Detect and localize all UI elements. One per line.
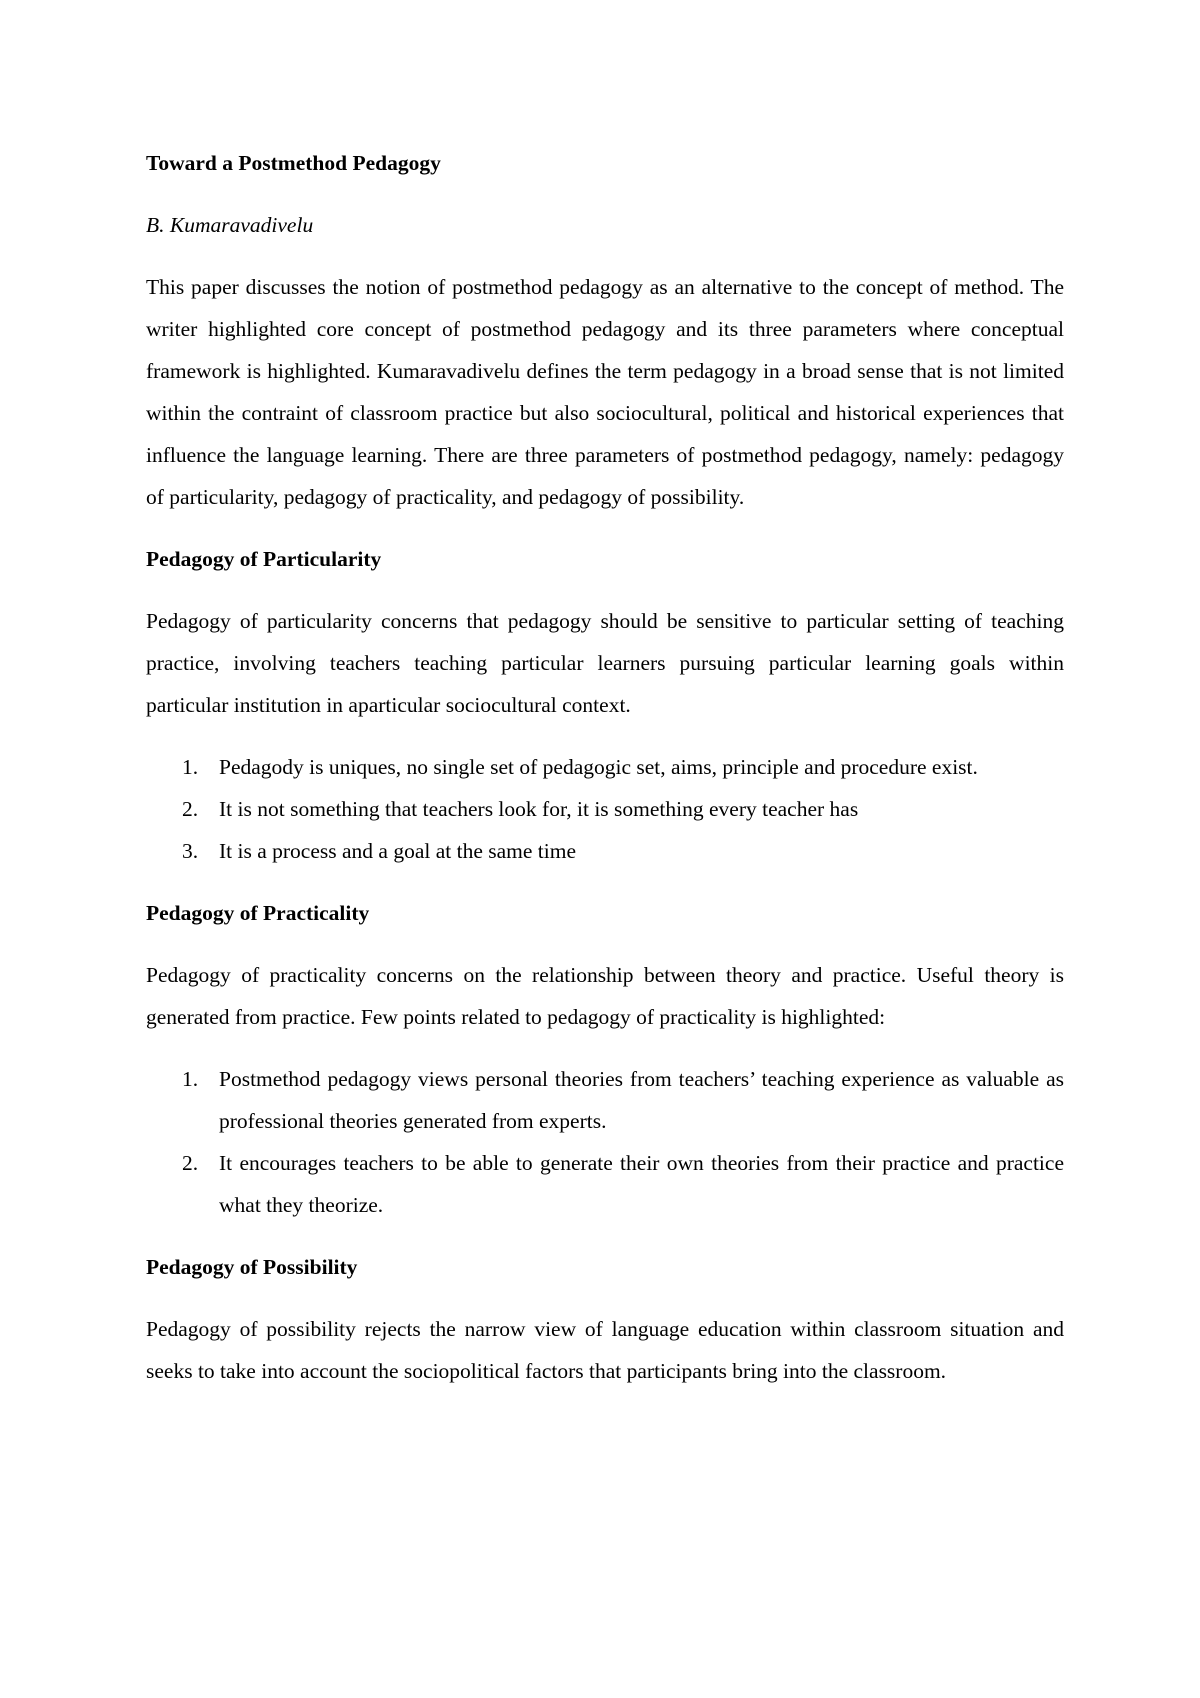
- document-title: Toward a Postmethod Pedagogy: [146, 151, 441, 175]
- section-body-possibility: Pedagogy of possibility rejects the narrow view of language education within classroom situation and seeks to take into account the sociopolitical factors that participants bring into the classroom.: [146, 1317, 1064, 1383]
- list-item-number: 2.: [182, 1151, 199, 1175]
- document-page: [146, 142, 1064, 1412]
- section-body-practicality: Pedagogy of practicality concerns on the relationship between theory and practice. Useful theory is generated from practice. Few points related to pedagogy of practicality is highlighted:: [146, 963, 1064, 1029]
- section-heading-possibility: Pedagogy of Possibility: [146, 1255, 358, 1279]
- intro-paragraph: This paper discusses the notion of postmethod pedagogy as an alternative to the concept of method. The writer highlighted core concept of postmethod pedagogy and its three parameters where conceptual framework is highlighted. Kumaravadivelu defines the term pedagogy in a broad sense that is not limited within the contraint of classroom practice but also sociocultural, political and historical experiences that influence the language learning. There are three parameters of postmethod pedagogy, namely: pedagogy of particularity, pedagogy of practicality, and pedagogy of possibility.: [146, 275, 1064, 509]
- list-item-number: 3.: [182, 839, 199, 863]
- document-author: B. Kumaravadivelu: [146, 213, 314, 237]
- list-item: [146, 788, 1064, 830]
- section-heading-practicality: Pedagogy of Practicality: [146, 901, 370, 925]
- list-item: [146, 830, 1064, 872]
- section-heading-particularity: Pedagogy of Particularity: [146, 547, 382, 571]
- list-item: [146, 1142, 1064, 1226]
- list-item-text: Pedagody is uniques, no single set of pedagogic set, aims, principle and procedure exist.: [219, 755, 978, 779]
- list-item: [146, 746, 1064, 788]
- list-item: [146, 1058, 1064, 1142]
- practicality-list: [146, 1058, 1064, 1226]
- list-item-text: It is a process and a goal at the same time: [219, 839, 577, 863]
- list-item-number: 1.: [182, 755, 199, 779]
- section-body-particularity: Pedagogy of particularity concerns that pedagogy should be sensitive to particular setting of teaching practice, involving teachers teaching particular learners pursuing particular learning goals within particular institution in aparticular sociocultural context.: [146, 609, 1064, 717]
- list-item-text: It is not something that teachers look for, it is something every teacher has: [219, 797, 859, 821]
- list-item-number: 2.: [182, 797, 199, 821]
- list-item-text: It encourages teachers to be able to generate their own theories from their practice and practice what they theorize.: [219, 1151, 1064, 1217]
- list-item-text: Postmethod pedagogy views personal theories from teachers’ teaching experience as valuable as professional theories generated from experts.: [219, 1067, 1064, 1133]
- particularity-list: [146, 746, 1064, 872]
- list-item-number: 1.: [182, 1067, 199, 1091]
